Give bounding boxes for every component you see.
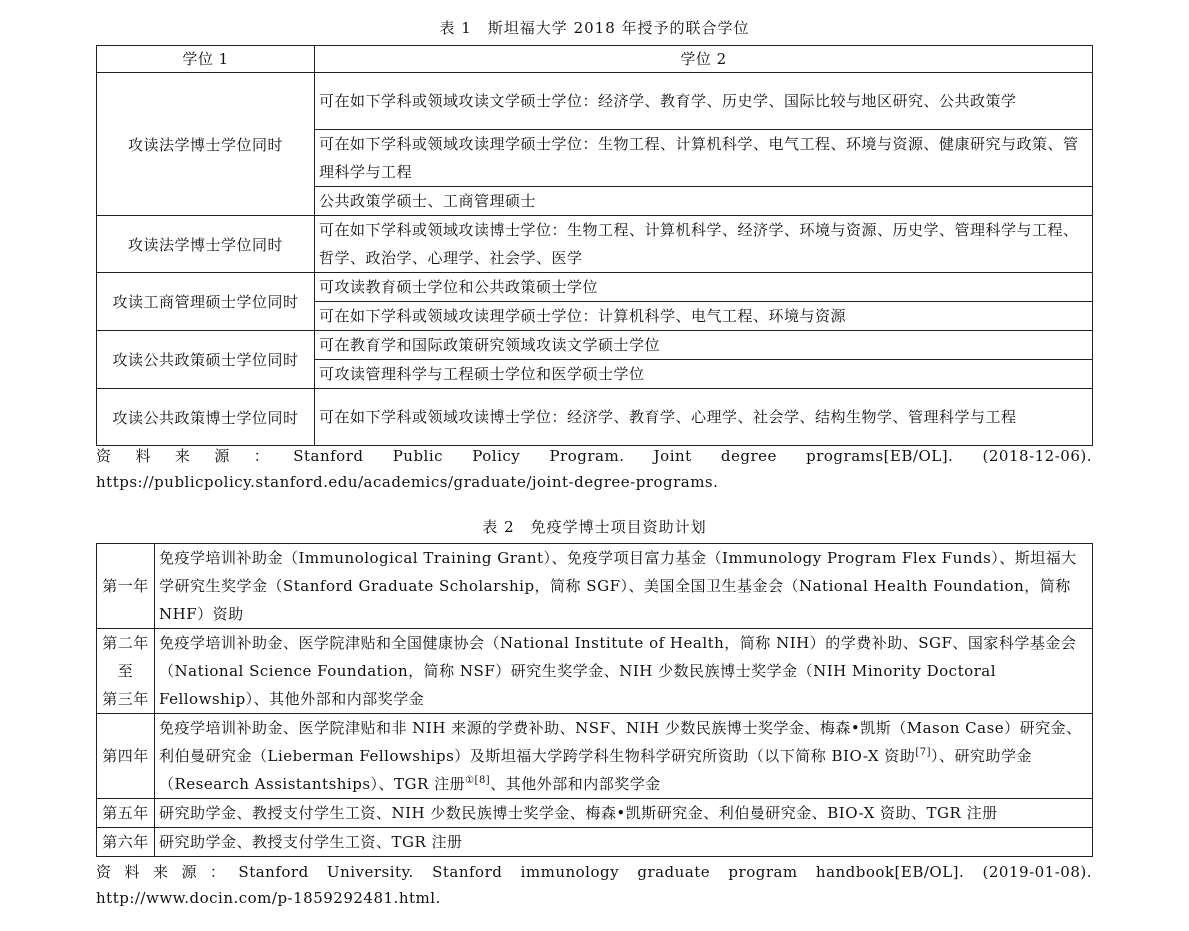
- table2-year-cell: [97, 799, 155, 828]
- year-label: 第五年: [102, 804, 149, 822]
- joint-degree-table: [96, 45, 1093, 446]
- table1-degree1-cell: 攻读公共政策博士学位同时: [97, 389, 315, 446]
- table1-degree1-cell: 攻读公共政策硕士学位同时: [97, 331, 315, 389]
- table1-header-degree1: 学位 1: [97, 46, 315, 73]
- immunology-funding-table: [96, 543, 1093, 857]
- year-label: 第二年: [102, 634, 149, 652]
- table1-caption-number: 表 1: [439, 19, 472, 37]
- table1-degree2-cell: 可攻读管理科学与工程硕士学位和医学硕士学位: [315, 360, 1093, 389]
- table-row: [97, 544, 1093, 629]
- table1-caption-title: 斯坦福大学 2018 年授予的联合学位: [487, 19, 750, 37]
- table2-year-cell: [97, 828, 155, 857]
- year-label: 第三年: [102, 690, 149, 708]
- table1-source-note: 资料来源：Stanford Public Policy Program. Joint degree programs[EB/OL]. (2018-12-06). https://publicpolicy.stanford.edu/academics/graduate/joint-degree-programs.: [96, 447, 1092, 491]
- table2-year-cell: [97, 714, 155, 799]
- table2-year-cell: [97, 544, 155, 629]
- footnote-ref: ①[8]: [465, 775, 491, 786]
- table-row: [97, 73, 1093, 130]
- table1-degree2-cell: 公共政策学硕士、工商管理硕士: [315, 187, 1093, 216]
- year-label: 第一年: [102, 577, 149, 595]
- table2-funding-cell: [155, 714, 1093, 799]
- table2-funding-cell: 研究助学金、教授支付学生工资、NIH 少数民族博士奖学金、梅森•凯斯研究金、利伯曼研究金、BIO-X 资助、TGR 注册: [155, 799, 1093, 828]
- table-row: [97, 331, 1093, 360]
- table2-caption-title: 免疫学博士项目资助计划: [530, 518, 707, 536]
- table-row: [97, 216, 1093, 273]
- funding-text: 、其他外部和内部奖学金: [490, 775, 661, 793]
- citation-ref: [7]: [915, 747, 931, 758]
- funding-text: 免疫学培训补助金、医学院津贴和非 NIH 来源的学费补助、NSF、NIH 少数民族博士奖学金、梅森•凯斯（Mason Case）研究金、利伯曼研究金（Lieberman Fellowships）及斯坦福大学跨学科生物科学研究所资助（以下简称 BIO-X 资助: [159, 719, 1082, 765]
- table2-funding-cell: 免疫学培训补助金、医学院津贴和全国健康协会（National Institute of Health，简称 NIH）的学费补助、SGF、国家科学基金会（National Science Foundation，简称 NSF）研究生奖学金、NIH 少数民族博士奖学金（NIH Minority Doctoral Fellowship）、其他外部和内部奖学金: [155, 629, 1093, 714]
- table2-year-cell: [97, 629, 155, 714]
- table1-degree1-cell: 攻读法学博士学位同时: [97, 73, 315, 216]
- year-label: 至: [117, 662, 134, 680]
- table1-degree1-cell: 攻读工商管理硕士学位同时: [97, 273, 315, 331]
- table1-degree2-cell: 可在如下学科或领域攻读理学硕士学位：生物工程、计算机科学、电气工程、环境与资源、健康研究与政策、管理科学与工程: [315, 130, 1093, 187]
- table1-degree2-cell: 可在教育学和国际政策研究领域攻读文学硕士学位: [315, 331, 1093, 360]
- table1-degree2-cell: 可在如下学科或领域攻读博士学位：生物工程、计算机科学、经济学、环境与资源、历史学、管理科学与工程、哲学、政治学、心理学、社会学、医学: [315, 216, 1093, 273]
- table-row: [97, 273, 1093, 302]
- table1-degree2-cell: 可在如下学科或领域攻读文学硕士学位：经济学、教育学、历史学、国际比较与地区研究、公共政策学: [315, 73, 1093, 130]
- table1-degree2-cell: 可在如下学科或领域攻读理学硕士学位：计算机科学、电气工程、环境与资源: [315, 302, 1093, 331]
- table-row: [97, 389, 1093, 446]
- table2-funding-cell: 研究助学金、教授支付学生工资、TGR 注册: [155, 828, 1093, 857]
- table-row: [97, 714, 1093, 799]
- table-row: [97, 799, 1093, 828]
- year-label: 第六年: [102, 833, 149, 851]
- table1-header-degree2: 学位 2: [315, 46, 1093, 73]
- funding-text: ）、研究助学金（Research Assistantships）、TGR 注册: [159, 747, 1032, 793]
- table1-header-row: [97, 46, 1093, 73]
- table-row: [97, 828, 1093, 857]
- table1-degree2-cell: 可攻读教育硕士学位和公共政策硕士学位: [315, 273, 1093, 302]
- table-row: [97, 629, 1093, 714]
- table2-caption: [0, 517, 1189, 537]
- table1-caption: [0, 18, 1189, 38]
- table1-degree2-cell: 可在如下学科或领域攻读博士学位：经济学、教育学、心理学、社会学、结构生物学、管理科学与工程: [315, 389, 1093, 446]
- table2-funding-cell: 免疫学培训补助金（Immunological Training Grant）、免疫学项目富力基金（Immunology Program Flex Funds）、斯坦福大学研究生奖学金（Stanford Graduate Scholarship，简称 SGF）、美国全国卫生基金会（National Health Foundation，简称 NHF）资助: [155, 544, 1093, 629]
- table1-degree1-cell: 攻读法学博士学位同时: [97, 216, 315, 273]
- year-label: 第四年: [102, 747, 149, 765]
- table2-caption-number: 表 2: [482, 518, 515, 536]
- table2-source-note: 资料来源：Stanford University. Stanford immunology graduate program handbook[EB/OL]. (2019-01-08). http://www.docin.com/p-1859292481.html.: [96, 863, 1092, 907]
